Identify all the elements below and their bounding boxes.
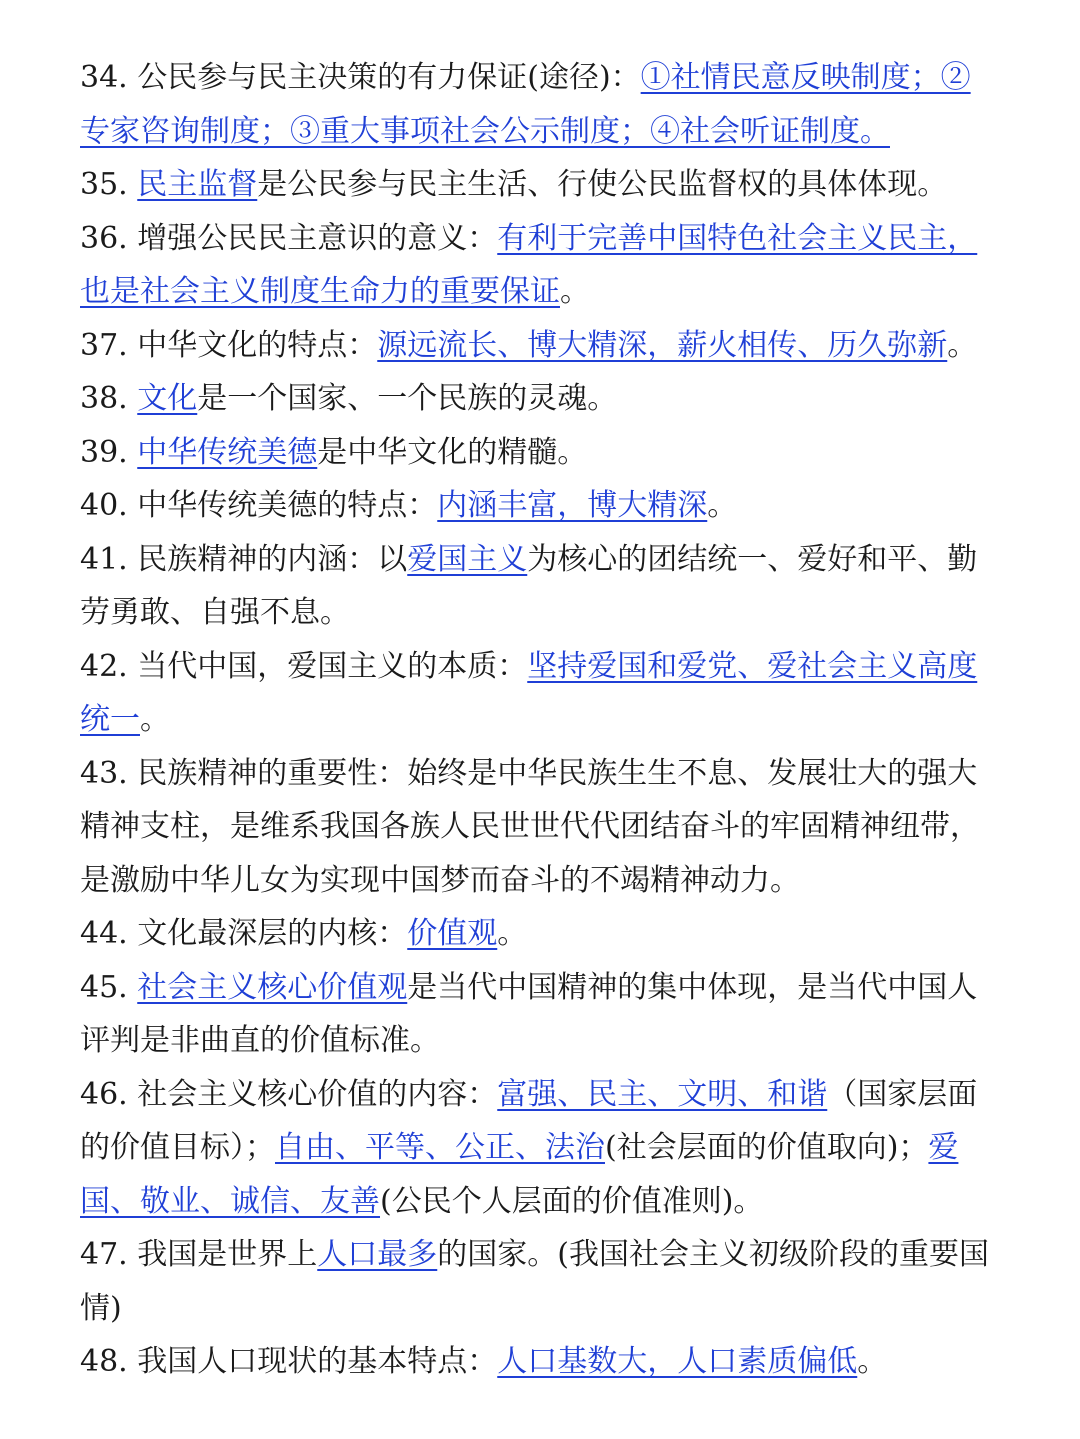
list-item — [80, 961, 1000, 1068]
body-text: 36. 增强公民民主意识的意义： — [80, 220, 498, 256]
list-item — [80, 51, 1000, 158]
highlighted-keyphrase: 坚持爱国和爱党、爱社会主义高度统一 — [80, 648, 978, 737]
body-text: 46. 社会主义核心价值的内容： — [80, 1076, 498, 1112]
body-text: 是公民参与民主生活、行使公民监督权的具体体现。 — [257, 167, 948, 202]
body-text: 为核心的团结统一、爱好和平、勤劳勇敢、自强不息。 — [80, 541, 978, 630]
body-text: 是一个国家、一个民族的灵魂。 — [197, 381, 618, 416]
list-item — [80, 372, 1000, 426]
list-item — [80, 158, 1000, 212]
body-text: 。 — [707, 488, 738, 523]
highlighted-keyphrase: 爱国主义 — [407, 541, 528, 577]
highlighted-keyphrase: 自由、平等、公正、法治 — [275, 1130, 605, 1165]
highlighted-keyphrase: ①社情民意反映制度；②专家咨询制度；③重大事项社会公示制度；④社会听证制度。 — [80, 60, 971, 149]
body-text: 。 — [560, 274, 590, 309]
body-text: 44. 文化最深层的内核： — [80, 916, 408, 951]
body-text: 。 — [140, 702, 170, 737]
highlighted-keyphrase: 有利于完善中国特色社会主义民主，也是社会主义制度生命力的重要保证 — [80, 220, 978, 309]
body-text: 41. 民族精神的内涵：以 — [80, 541, 408, 577]
highlighted-keyphrase: 价值观 — [407, 916, 498, 951]
body-text: 。 — [947, 327, 978, 363]
body-text: 40. 中华传统美德的特点： — [80, 488, 438, 523]
body-text: (社会层面的价值取向)； — [605, 1130, 929, 1165]
document-page — [80, 51, 1000, 1389]
body-text: 。 — [857, 1344, 888, 1379]
body-text: 是当代中国精神的集中体现，是当代中国人评判是非曲直的价值标准。 — [80, 969, 978, 1058]
body-text: 35. — [80, 167, 138, 202]
list-item — [80, 426, 1000, 480]
body-text: 是中华文化的精髓。 — [317, 434, 588, 470]
highlighted-keyphrase: 人口最多 — [317, 1237, 438, 1272]
list-item — [80, 1068, 1000, 1229]
body-text: 39. — [80, 434, 138, 470]
body-text: 43. 民族精神的重要性：始终是中华民族生生不息、发展壮大的强大精神支柱，是维系我国各族人民世世代代团结奋斗的牢固精神纽带，是激励中华儿女为实现中国梦而奋斗的不竭精神动力。 — [80, 755, 980, 898]
body-text: 38. — [80, 381, 138, 416]
highlighted-keyphrase: 爱国、敬业、诚信、友善 — [80, 1130, 959, 1219]
list-item — [80, 212, 1000, 319]
list-item — [80, 1335, 1000, 1389]
body-text: 的国家。(我国社会主义初级阶段的重要国情) — [80, 1237, 989, 1326]
highlighted-keyphrase: 富强、民主、文明、和谐 — [497, 1076, 828, 1112]
list-item — [80, 319, 1000, 373]
list-item — [80, 1228, 1000, 1335]
highlighted-keyphrase: 民主监督 — [137, 167, 258, 202]
body-text: 42. 当代中国，爱国主义的本质： — [80, 648, 528, 684]
body-text: 48. 我国人口现状的基本特点： — [80, 1344, 498, 1379]
list-item — [80, 747, 1000, 908]
highlighted-keyphrase: 人口基数大，人口素质偏低 — [497, 1344, 858, 1379]
body-text: 47. 我国是世界上 — [80, 1237, 318, 1272]
list-item — [80, 907, 1000, 961]
list-item — [80, 479, 1000, 533]
list-item — [80, 533, 1000, 640]
body-text: （国家层面的价值目标）； — [80, 1076, 978, 1165]
list-item — [80, 640, 1000, 747]
body-text: 45. — [80, 969, 138, 1005]
body-text: (公民个人层面的价值准则)。 — [380, 1183, 764, 1219]
body-text: 34. 公民参与民主决策的有力保证(途径)： — [80, 60, 641, 95]
body-text: 37. 中华文化的特点： — [80, 327, 378, 363]
highlighted-keyphrase: 文化 — [137, 381, 198, 416]
highlighted-keyphrase: 内涵丰富，博大精深 — [437, 488, 708, 523]
highlighted-keyphrase: 社会主义核心价值观 — [137, 969, 408, 1005]
body-text: 。 — [497, 916, 528, 951]
highlighted-keyphrase: 中华传统美德 — [137, 434, 318, 470]
highlighted-keyphrase: 源远流长、博大精深，薪火相传、历久弥新 — [377, 327, 948, 363]
